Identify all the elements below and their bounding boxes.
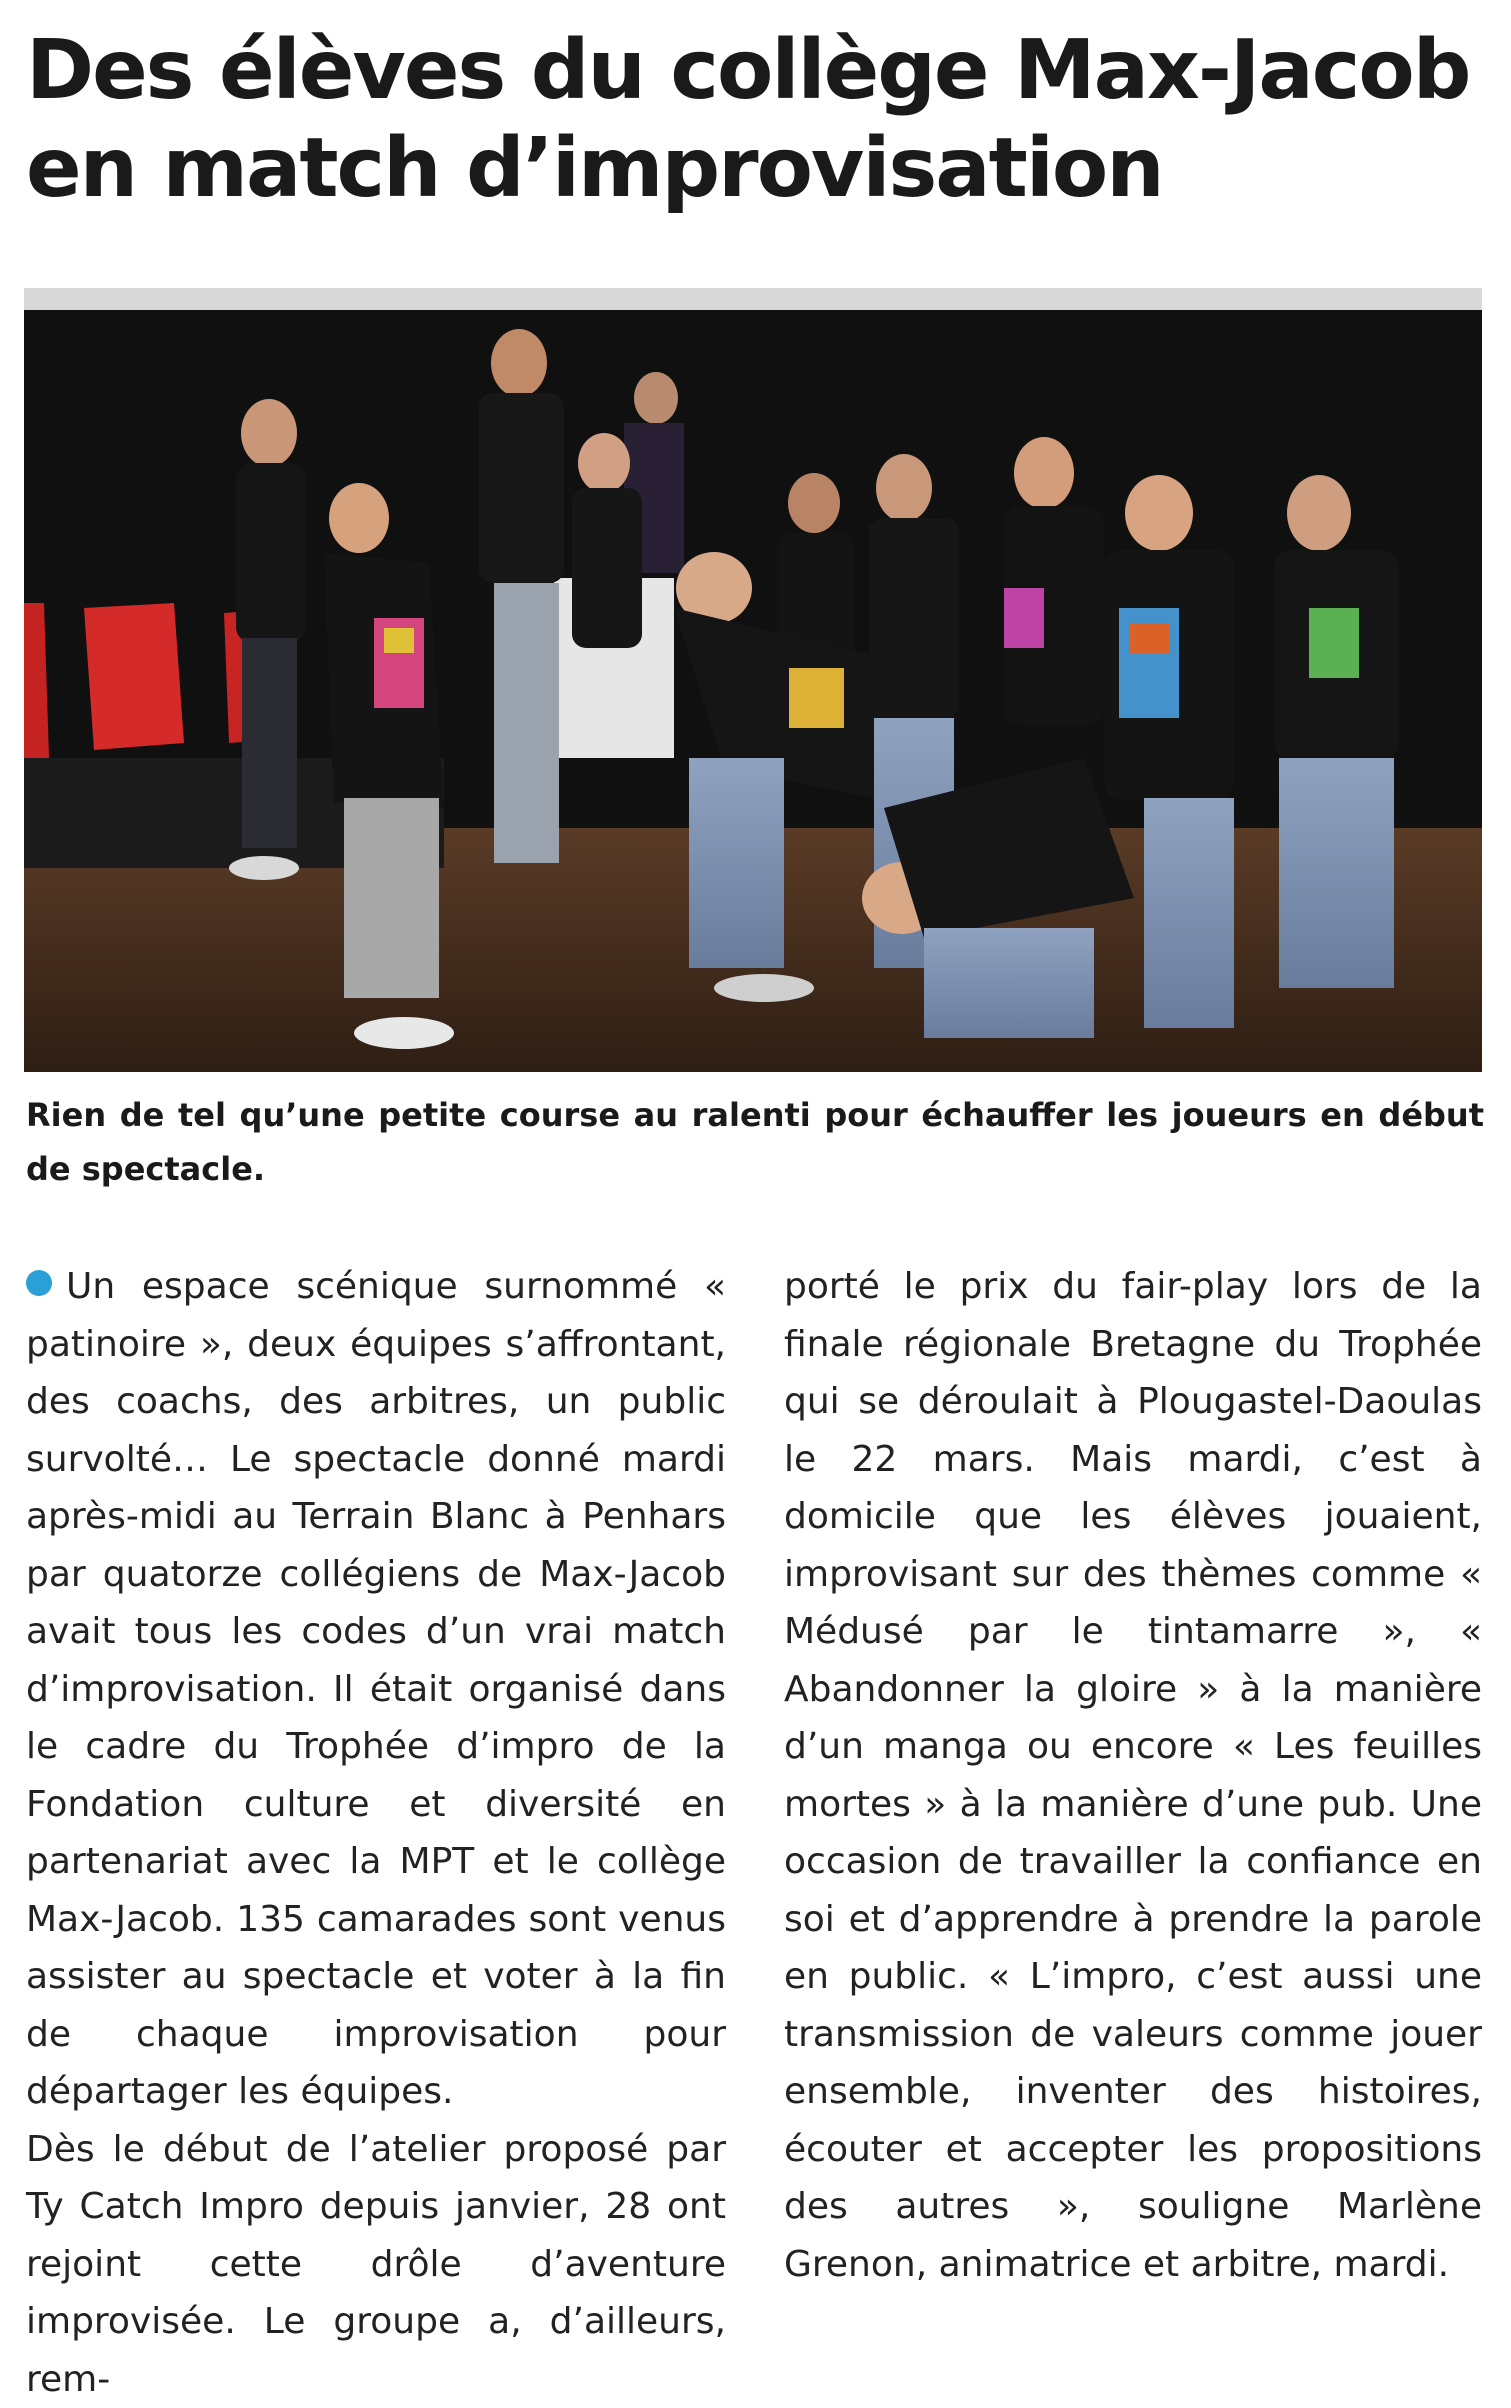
article-column-left — [26, 1258, 726, 2408]
article-paragraph-1-text: Un espace scénique surnommé « patinoire », deux équipes s’affrontant, des coachs, des arbitres, un public survolté… Le spectacle donné mardi après-midi au Terrain Blanc à Penhars par quatorze collégiens de Max-Jacob avait tous les codes d’un vrai match d’improvisation. Il était organisé dans le cadre du Trophée d’impro de la Fondation culture et diversité en partenariat avec la MPT et le collège Max-Jacob. 135 camarades sont venus assister au spectacle et voter à la fin de chaque improvisation pour départager les équipes. — [26, 1266, 726, 2112]
article-paragraph-2-end: porté le prix du fair-play lors de la finale régionale Bretagne du Trophée qui se déroulait à Plougastel-Daoulas le 22 mars. Mais mardi, c’est à domicile que les élèves jouaient, improvisant sur des thèmes comme « Médusé par le tintamarre », « Abandonner la gloire » à la manière d’un manga ou encore « Les feuilles mortes » à la manière d’une pub. Une occasion de travailler la confiance en soi et d’apprendre à prendre la parole en public. « L’impro, c’est aussi une transmission de valeurs comme jouer ensemble, inventer des histoires, écouter et accepter les propositions des autres », souligne Marlène Grenon, animatrice et arbitre, mardi. — [784, 1258, 1482, 2293]
photo-caption: Rien de tel qu’une petite course au ralenti pour échauffer les joueurs en début de spectacle. — [26, 1088, 1484, 1196]
article-photo — [24, 288, 1482, 1072]
article-paragraph-2-start: Dès le début de l’atelier proposé par Ty Catch Impro depuis janvier, 28 ont rejoint cette drôle d’aventure improvisée. Le groupe a, d’ailleurs, rem- — [26, 2121, 726, 2408]
headline-line-1: Des élèves du collège Max-Jacob — [26, 22, 1486, 120]
bullet-dot — [26, 1270, 52, 1296]
article-headline — [26, 22, 1486, 218]
article-column-right — [784, 1258, 1482, 2293]
article-paragraph-2-source — [0, 0, 1, 1]
headline-line-2: en match d’improvisation — [26, 120, 1486, 218]
article-paragraph-1 — [26, 1258, 726, 2121]
